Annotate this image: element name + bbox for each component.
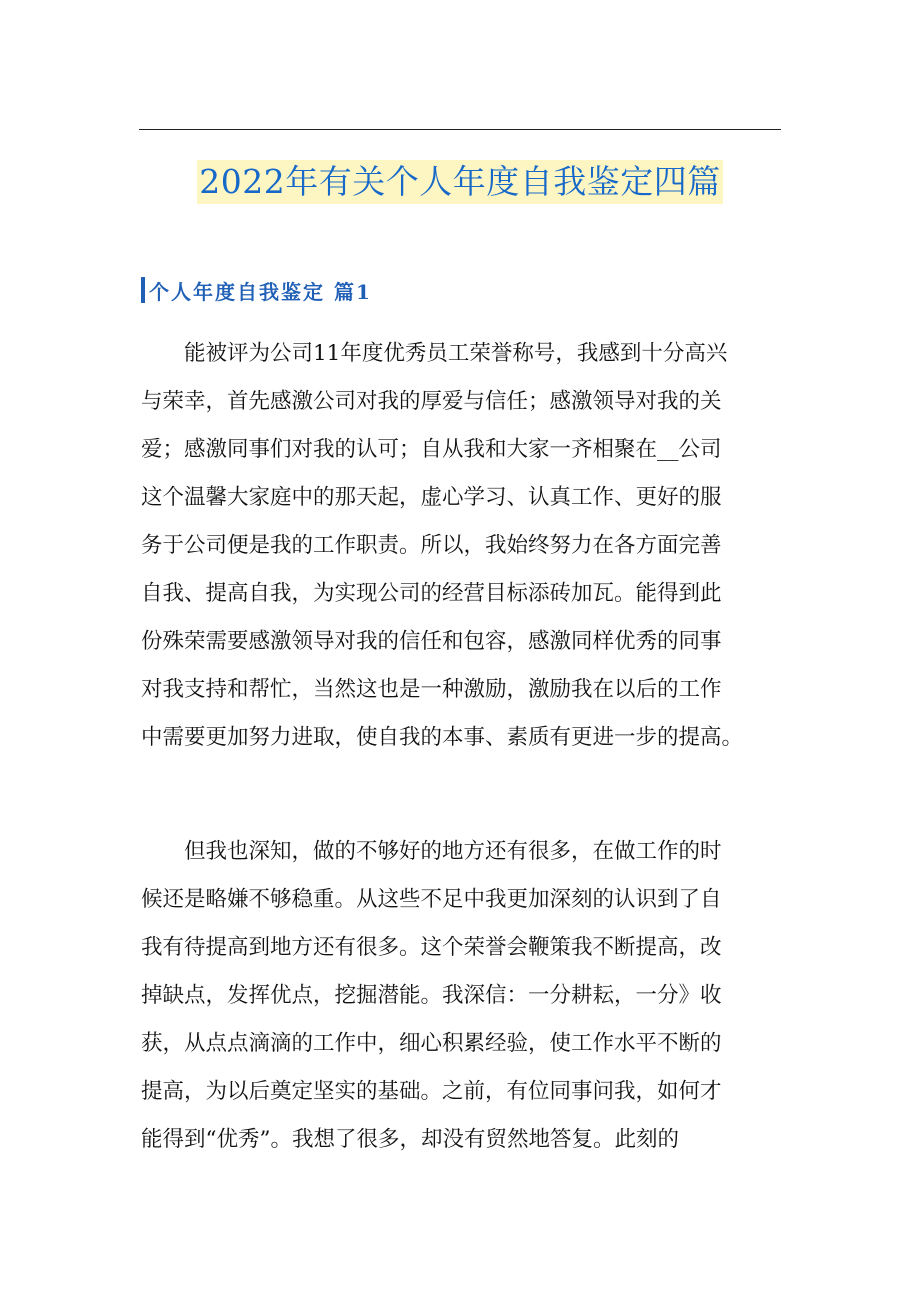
paragraph-line: 与荣幸，首先感激公司对我的厚爱与信任；感激领导对我的关 (141, 389, 722, 414)
paragraph-line: 但我也深知，做的不够好的地方还有很多，在做工作的时 (141, 839, 722, 864)
paragraph-line: 爱；感激同事们对我的认可；自从我和大家一齐相聚在__公司 (141, 437, 722, 462)
paragraph-2 (141, 828, 781, 1164)
paragraph-line: 对我支持和帮忙，当然这也是一种激励，激励我在以后的工作 (141, 677, 722, 702)
paragraph-line: 能被评为公司11年度优秀员工荣誉称号，我感到十分高兴 (141, 341, 728, 366)
paragraph-line: 能得到“优秀”。我想了很多，却没有贸然地答复。此刻的 (141, 1127, 679, 1152)
heading-marker-bar (141, 277, 145, 303)
section-heading (141, 276, 372, 304)
page-title: 2022年有关个人年度自我鉴定四篇 (197, 160, 722, 204)
paragraph-line: 务于公司便是我的工作职责。所以，我始终努力在各方面完善 (141, 533, 722, 558)
top-divider (139, 129, 781, 130)
paragraph-line: 获，从点点滴滴的工作中，细心积累经验，使工作水平不断的 (141, 1031, 722, 1056)
paragraph-line: 自我、提高自我，为实现公司的经营目标添砖加瓦。能得到此 (141, 581, 722, 606)
paragraph-line: 提高，为以后奠定坚实的基础。之前，有位同事问我，如何才 (141, 1079, 722, 1104)
paragraph-line: 份殊荣需要感激领导对我的信任和包容，感激同样优秀的同事 (141, 629, 722, 654)
section-heading-text: 个人年度自我鉴定 篇1 (149, 279, 372, 304)
paragraph-1 (141, 330, 781, 762)
paragraph-line: 候还是略嫌不够稳重。从这些不足中我更加深刻的认识到了自 (141, 887, 722, 912)
paragraph-line: 我有待提高到地方还有很多。这个荣誉会鞭策我不断提高，改 (141, 935, 722, 960)
paragraph-line: 这个温馨大家庭中的那天起，虚心学习、认真工作、更好的服 (141, 485, 722, 510)
paragraph-line: 中需要更加努力进取，使自我的本事、素质有更进一步的提高。 (141, 725, 744, 750)
title-container (0, 160, 920, 204)
paragraph-line: 掉缺点，发挥优点，挖掘潜能。我深信：一分耕耘，一分》收 (141, 983, 722, 1008)
